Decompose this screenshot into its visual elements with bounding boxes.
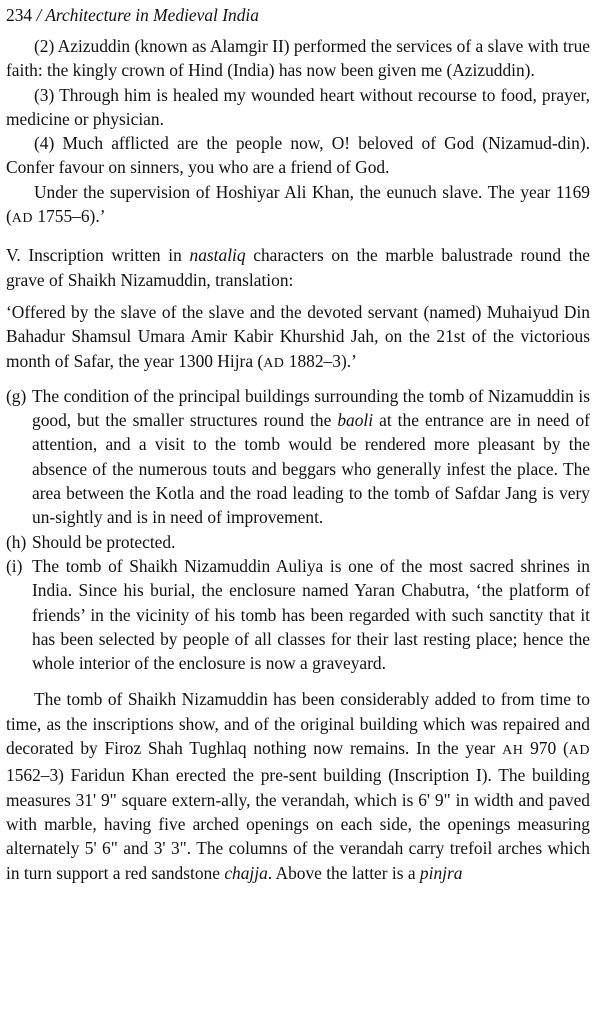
inscription-v-intro: V. Inscription written in nastaliq characters on the marble balustrade round the grave of Shaikh Nizamuddin, translation: xyxy=(6,245,590,290)
verse-4: (4) Much afflicted are the people now, O! beloved of God (Nizamud-din). Confer favour on sinners, you who are a friend of God. xyxy=(6,133,590,178)
running-header xyxy=(6,4,590,26)
item-text: The tomb of Shaikh Nizamuddin Auliya is one of the most sacred shrines in India. Since his burial, the enclosure named Yaran Chabutra, ‘the platform of friends’ in the vicinity of his tomb has been regarded with such sanctity that it has been selected by people of all classes for their last resting place; hence the whole interior of the enclosure is now a graveyard. xyxy=(32,555,590,674)
term-chajja: chajja xyxy=(224,862,268,883)
verse-3: (3) Through him is healed my wounded heart without recourse to food, prayer, medicine or physician. xyxy=(6,84,590,129)
verse-2: (2) Azizuddin (known as Alamgir II) performed the services of a slave with true faith: the kingly crown of Hind (India) has now been given me (Azizuddin). xyxy=(6,36,590,81)
era-ad: AD xyxy=(568,743,590,759)
item-marker: (i) xyxy=(6,555,23,576)
running-title: Architecture in Medieval India xyxy=(45,5,259,25)
list-item-g xyxy=(6,384,590,530)
closing-paragraph: The tomb of Shaikh Nizamuddin has been considerably added to from time to time, as the inscriptions show, and of the original building which was repaired and decorated by Firoz Shah Tughlaq nothing now remains. In the year AH 970 (AD 1562–3) Faridun Khan erected the pre-sent building (Inscription I). The building measures 31' 9" square extern-ally, the verandah, which is 6' 9" in width and paved with marble, having five arched openings on each side, the openings measuring alternately 5' 6" and 3' 3". The columns of the verandah carry trefoil arches which in turn support a red sandstone chajja. Above the latter is a pinjra xyxy=(6,689,590,883)
page-number: 234 xyxy=(6,5,33,25)
supervision-note: Under the supervision of Hoshiyar Ali Khan, the eunuch slave. The year 1169 (AD 1755–6).’ xyxy=(6,181,590,227)
term-pinjra: pinjra xyxy=(419,862,463,883)
era-ad: AD xyxy=(263,355,285,371)
item-text: The condition of the principal buildings surrounding the tomb of Nizamuddin is good, but the smaller structures round the baoli at the entrance are in need of attention, and a visit to the tomb would be rendered more pleasant by the absence of the numerous touts and beggars who generally infest the place. The area between the Kotla and the road leading to the tomb of Safdar Jang is very un-sightly and is in need of improvement. xyxy=(32,385,590,528)
header-separator: / xyxy=(32,5,46,25)
term-nastaliq: nastaliq xyxy=(189,245,246,266)
inscription-v-quote: ‘Offered by the slave of the slave and the devoted servant (named) Muhaiyud Din Bahadur Shamsul Umara Amir Kabir Khurshid Jah, on the 21st of the victorious month of Safar, the year 1300 Hijra (AD 1882–3).’ xyxy=(6,301,590,371)
era-ad: AD xyxy=(11,211,34,227)
item-marker: (h) xyxy=(6,531,27,552)
era-ah: AH xyxy=(502,743,524,759)
list-item-h xyxy=(6,530,590,554)
list-item-i xyxy=(6,554,590,675)
item-marker: (g) xyxy=(6,385,27,406)
term-baoli: baoli xyxy=(337,410,374,431)
item-text: Should be protected. xyxy=(32,531,176,552)
